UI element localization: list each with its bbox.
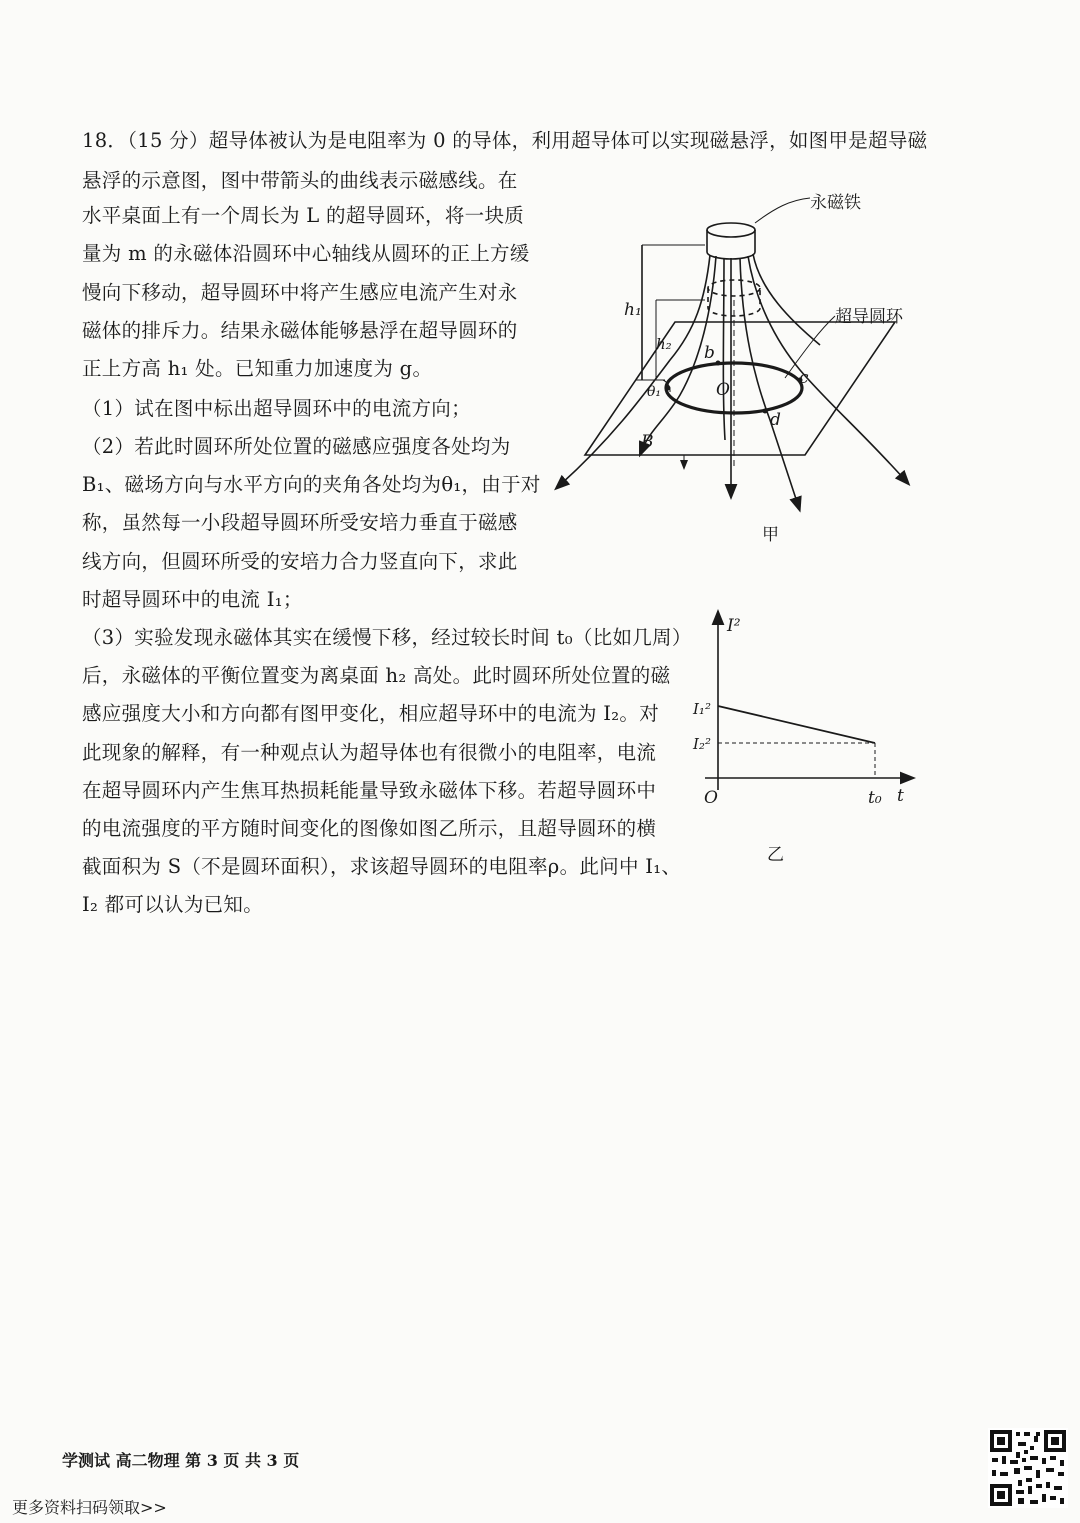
question-line: 截面积为 S（不是圆环面积），求该超导圆环的电阻率ρ。此问中 I₁、 xyxy=(82,855,682,878)
page-footer: 学测试 高二物理 第 3 页 共 3 页 xyxy=(62,1451,300,1470)
question-line: 慢向下移动，超导圆环中将产生感应电流产生对永 xyxy=(82,281,518,304)
caption-yi: 乙 xyxy=(767,845,784,865)
question-line: 量为 m 的永磁体沿圆环中心轴线从圆环的正上方缓 xyxy=(82,242,530,265)
label-c: c xyxy=(799,368,809,388)
question-line: 的电流强度的平方随时间变化的图像如图乙所示，且超导圆环的横 xyxy=(82,817,657,840)
question-line: I₂ 都可以认为已知。 xyxy=(82,893,264,916)
tick-I1-squared: I₁² xyxy=(693,700,711,718)
question-line: （3）实验发现永磁体其实在缓慢下移，经过较长时间 t₀（比如几周） xyxy=(82,626,692,649)
label-h2: h₂ xyxy=(656,335,672,353)
question-line: 水平桌面上有一个周长为 L 的超导圆环，将一块质 xyxy=(82,204,525,227)
caption-jia: 甲 xyxy=(762,525,779,545)
label-d: d xyxy=(770,410,781,430)
question-line: 18．（15 分）超导体被认为是电阻率为 0 的导体，利用超导体可以实现磁悬浮，如图甲是超导磁 xyxy=(82,129,928,152)
question-line: 感应强度大小和方向都有图甲变化，相应超导环中的电流为 I₂。对 xyxy=(82,702,660,725)
label-magnet: 永磁铁 xyxy=(810,193,861,213)
question-line: 悬浮的示意图，图中带箭头的曲线表示磁感线。在 xyxy=(82,169,518,192)
qr-code-icon[interactable] xyxy=(988,1428,1068,1508)
question-line: 正上方高 h₁ 处。已知重力加速度为 g。 xyxy=(82,357,433,380)
label-b: b xyxy=(704,343,715,363)
more-resources-link[interactable]: 更多资料扫码领取>> xyxy=(12,1498,167,1517)
question-line: （2）若此时圆环所处位置的磁感应强度各处均为 xyxy=(82,435,511,458)
question-line: 线方向，但圆环所受的安培力合力竖直向下，求此 xyxy=(82,550,518,573)
label-h1: h₁ xyxy=(624,300,642,320)
question-line: B₁、磁场方向与水平方向的夹角各处均为θ₁，由于对 xyxy=(82,473,541,496)
tick-t0: t₀ xyxy=(868,788,882,808)
label-ring: 超导圆环 xyxy=(835,307,903,327)
question-line: （1）试在图中标出超导圆环中的电流方向； xyxy=(82,397,471,420)
label-theta1: θ₁ xyxy=(647,384,662,400)
question-line: 称，虽然每一小段超导圆环所受安培力垂直于磁感 xyxy=(82,511,518,534)
question-line: 此现象的解释，有一种观点认为超导体也有很微小的电阻率，电流 xyxy=(82,741,657,764)
y-axis-label: I² xyxy=(727,616,741,636)
label-B: B xyxy=(641,432,654,452)
tick-I2-squared: I₂² xyxy=(693,735,711,753)
question-line: 在超导圆环内产生焦耳热损耗能量导致永磁体下移。若超导圆环中 xyxy=(82,779,657,802)
question-line: 时超导圆环中的电流 I₁； xyxy=(82,588,303,611)
x-axis-label: t xyxy=(897,786,904,806)
label-O: O xyxy=(716,380,730,400)
series-line-I-squared xyxy=(718,706,875,743)
origin-label: O xyxy=(704,788,718,808)
question-line: 后，永磁体的平衡位置变为离桌面 h₂ 高处。此时圆环所处位置的磁 xyxy=(82,664,671,687)
question-line: 磁体的排斥力。结果永磁体能够悬浮在超导圆环的 xyxy=(82,319,518,342)
